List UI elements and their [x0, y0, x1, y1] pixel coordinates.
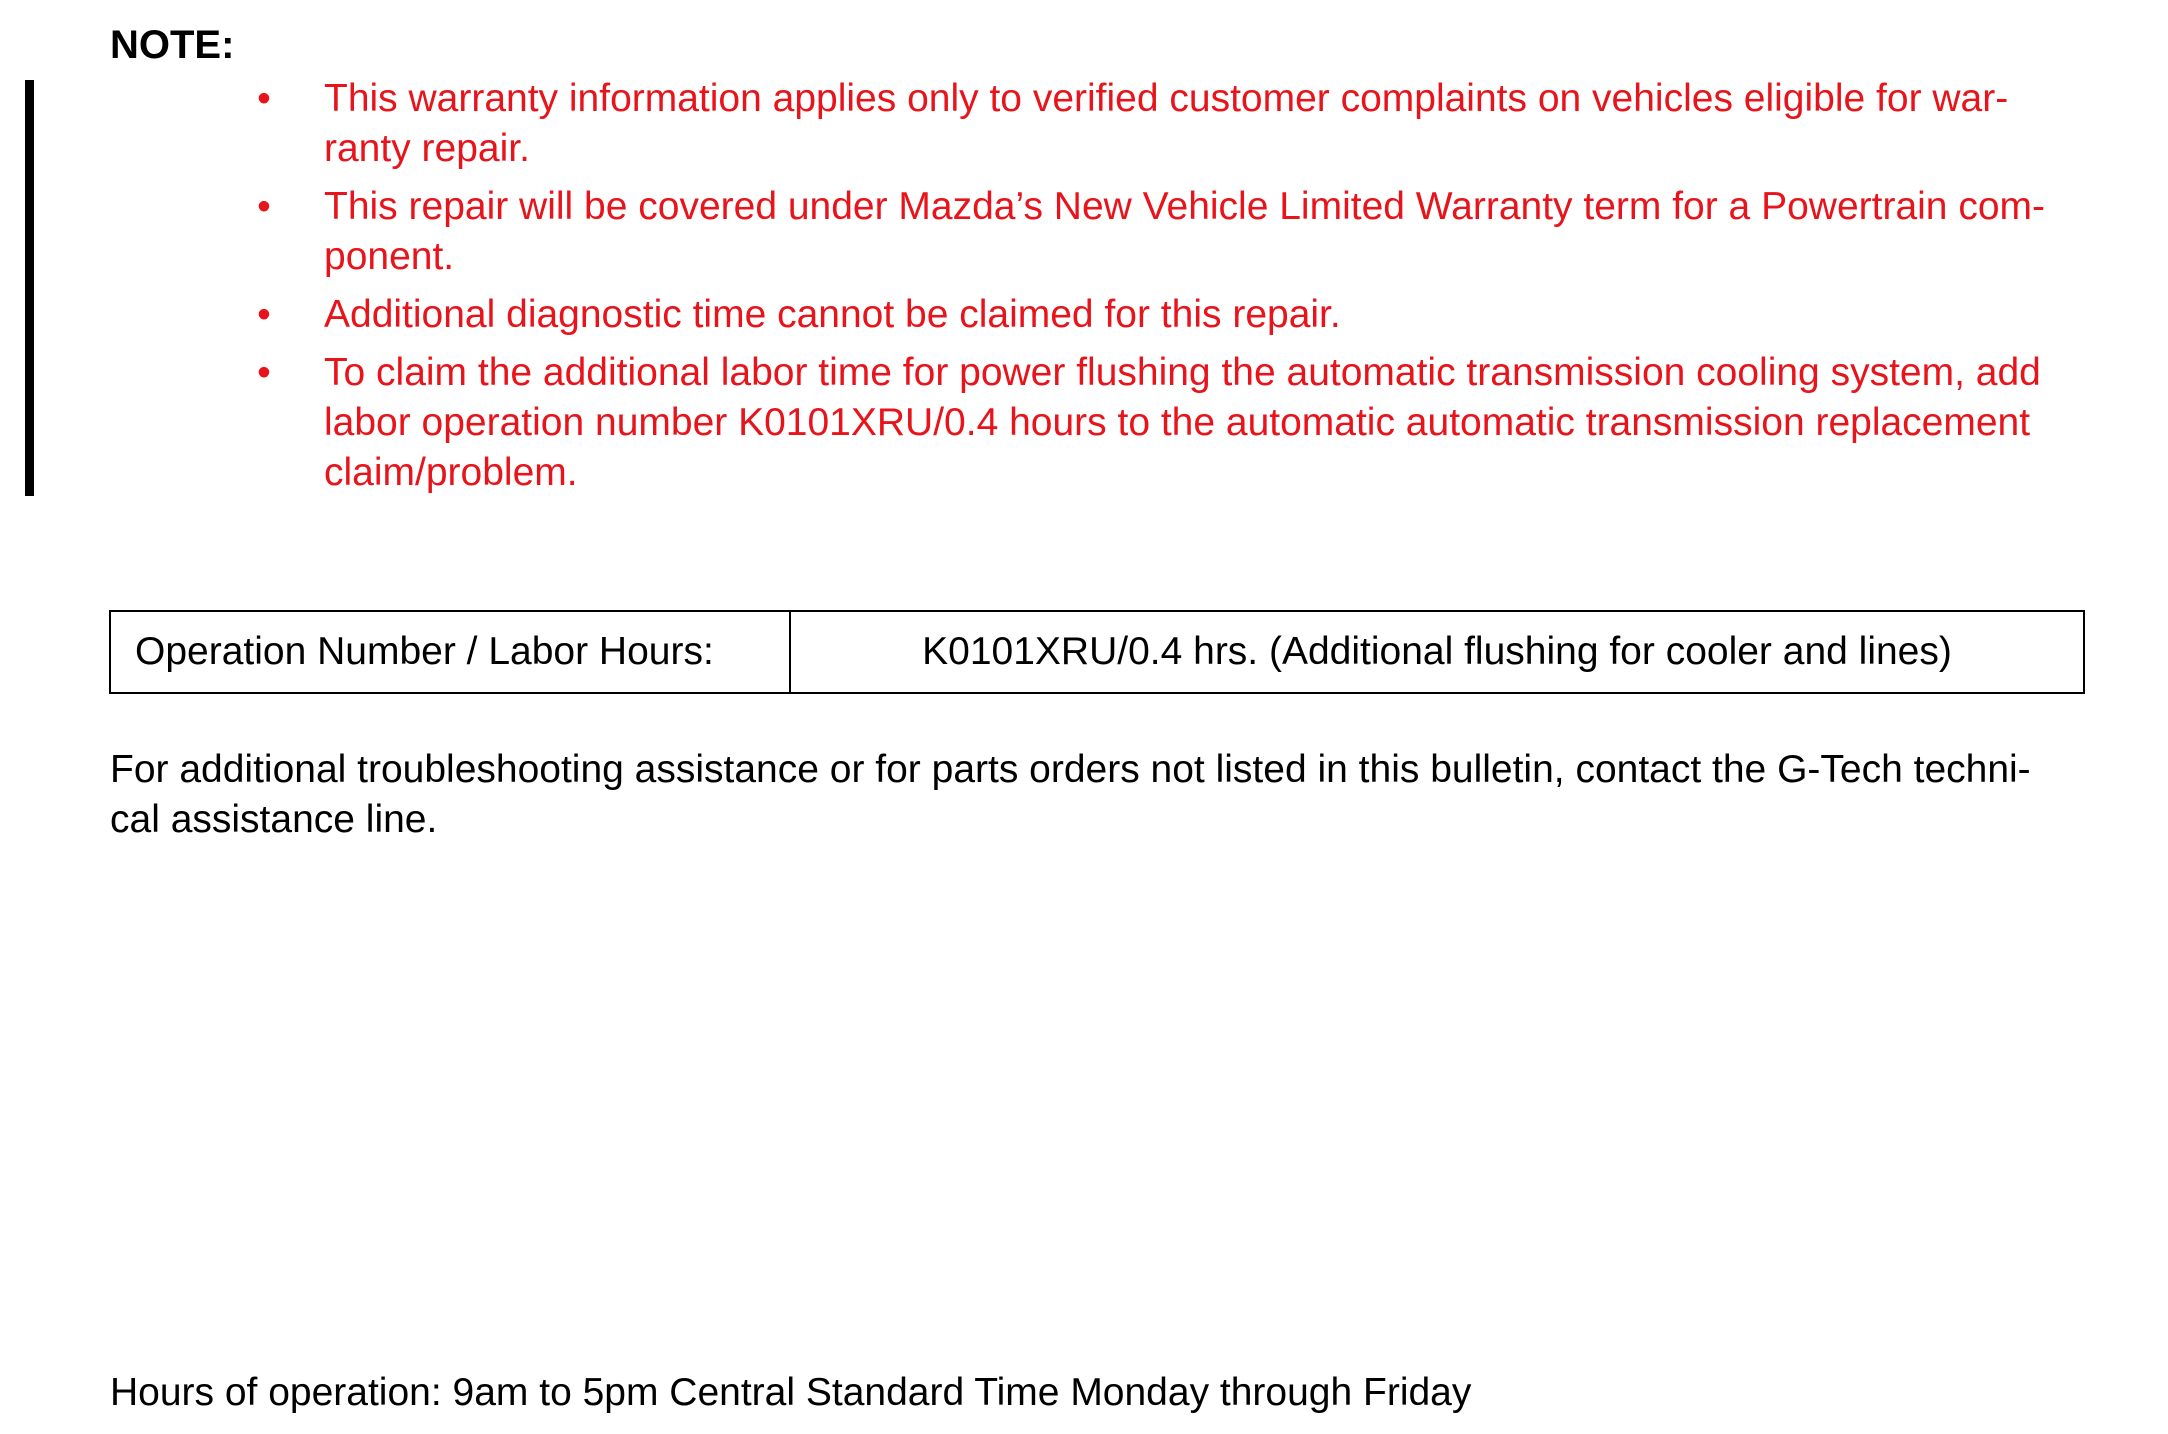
note-item-diagnostic-time	[252, 290, 2152, 340]
bullet-icon: •	[257, 77, 271, 120]
bullet-icon: •	[257, 293, 271, 336]
operation-label-cell: Operation Number / Labor Hours:	[111, 612, 791, 692]
bullet-icon: •	[257, 185, 271, 228]
note-item-line: labor operation number K0101XRU/0.4 hours to the automatic automatic transmission replacement	[324, 401, 2031, 444]
revision-change-bar	[25, 80, 34, 496]
note-item-line: This repair will be covered under Mazda’s New Vehicle Limited Warranty term for a Powertrain com-	[324, 185, 2045, 228]
note-item-warranty-eligibility	[252, 74, 2152, 174]
assistance-line: cal assistance line.	[110, 798, 438, 841]
note-item-line: To claim the additional labor time for power flushing the automatic transmission cooling system, add	[324, 351, 2041, 394]
note-item-line: ponent.	[324, 235, 455, 278]
note-item-powertrain-coverage	[252, 182, 2152, 282]
operation-value-cell: K0101XRU/0.4 hrs. (Additional flushing for cooler and lines)	[922, 630, 1952, 673]
assistance-line: For additional troubleshooting assistance or for parts orders not listed in this bulletin, contact the G-Tech techni-	[110, 748, 2031, 791]
note-item-flushing-labor	[252, 348, 2152, 498]
note-heading: NOTE:	[110, 23, 235, 67]
assistance-paragraph	[110, 745, 2150, 845]
bullet-icon: •	[257, 351, 271, 394]
note-item-line: This warranty information applies only to verified customer complaints on vehicles eligible for war-	[324, 77, 2009, 120]
note-item-line: Additional diagnostic time cannot be claimed for this repair.	[324, 293, 1341, 336]
note-list	[252, 74, 2152, 506]
note-item-line: ranty repair.	[324, 127, 530, 170]
operation-labor-table	[109, 610, 2085, 694]
hours-of-operation: Hours of operation: 9am to 5pm Central Standard Time Monday through Friday	[110, 1371, 1472, 1414]
note-item-line: claim/problem.	[324, 451, 578, 494]
